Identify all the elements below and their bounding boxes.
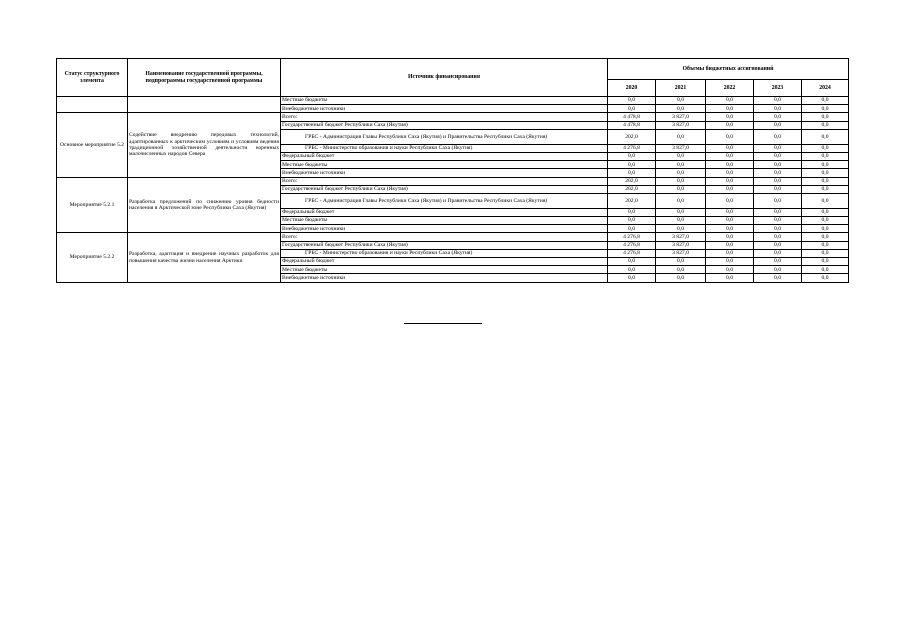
funding-source: Внебюджетные источники [281,105,608,113]
budget-value: 0,0 [656,97,706,105]
budget-value: 0,0 [802,144,849,152]
budget-value: 0,0 [608,266,656,274]
funding-source: Местные бюджеты [281,97,608,105]
budget-value: 0,0 [706,129,754,144]
budget-value: 0,0 [802,97,849,105]
header-year: 2022 [706,80,754,97]
budget-value: 0,0 [706,217,754,225]
budget-value: 0,0 [802,241,849,249]
budget-value: 0,0 [802,121,849,129]
budget-value: 0,0 [608,274,656,282]
budget-value: 3 827,0 [656,249,706,257]
budget-value: 0,0 [754,208,802,216]
budget-value: 0,0 [608,152,656,160]
header-year: 2024 [802,80,849,97]
budget-value: 0,0 [754,233,802,241]
budget-value: 0,0 [656,266,706,274]
table-row [57,97,849,105]
budget-value: 3 827,0 [656,113,706,121]
budget-value: 0,0 [802,258,849,266]
funding-source: Местные бюджеты [281,161,608,169]
budget-value: 0,0 [802,266,849,274]
budget-value: 0,0 [802,185,849,193]
budget-value: 0,0 [706,105,754,113]
program-name: Содействие внедрению передовых технологий, адаптированных к арктическим условиям и условиям ведения традиционной хозяйственной деятельности коренных малочисленных народов Севера [128,113,281,177]
budget-value: 0,0 [802,193,849,208]
budget-value: 0,0 [754,144,802,152]
budget-value: 0,0 [802,113,849,121]
budget-value: 0,0 [656,258,706,266]
budget-value: 0,0 [754,152,802,160]
funding-source: ГРБС - Министерство образования и науки Республики Саха (Якутия) [281,144,608,152]
header-year: 2023 [754,80,802,97]
budget-value: 0,0 [802,161,849,169]
budget-value: 0,0 [608,105,656,113]
funding-source: Всего: [281,177,608,185]
header-year: 2020 [608,80,656,97]
budget-value: 0,0 [754,258,802,266]
budget-value: 0,0 [754,113,802,121]
structural-element-status: Основное мероприятие 5.2 [57,113,128,177]
budget-value: 0,0 [754,177,802,185]
funding-source: Местные бюджеты [281,266,608,274]
budget-value: 4 276,8 [608,144,656,152]
budget-value: 3 827,0 [656,241,706,249]
budget-value: 0,0 [802,274,849,282]
funding-source: Внебюджетные источники [281,274,608,282]
budget-value: 0,0 [656,225,706,233]
program-name: Разработка предложений по снижению уровня бедности населения в Арктической зоне Республики Саха (Якутия) [128,177,281,233]
budget-value: 4 478,8 [608,121,656,129]
budget-value: 3 827,0 [656,233,706,241]
budget-value: 0,0 [802,177,849,185]
budget-allocations-table [56,58,849,283]
budget-value: 0,0 [802,249,849,257]
budget-value: 0,0 [802,169,849,177]
budget-value: 0,0 [802,217,849,225]
budget-value: 0,0 [608,258,656,266]
header-program-name: Наименование государственной программы, подпрограммы государственной программы [128,59,281,97]
budget-value: 0,0 [706,274,754,282]
funding-source: ГРБС - Администрация Главы Республики Саха (Якутия) и Правительства Республики Саха (Якутия) [281,129,608,144]
budget-value: 0,0 [656,185,706,193]
budget-value: 4 478,8 [608,113,656,121]
budget-value: 0,0 [754,266,802,274]
budget-value: 0,0 [754,193,802,208]
structural-element-status: Мероприятие 5.2.1 [57,177,128,233]
funding-source: Федеральный бюджет [281,152,608,160]
budget-value: 0,0 [656,129,706,144]
table-row [57,113,849,121]
budget-value: 3 827,0 [656,121,706,129]
header-funding-source: Источник финансирования [281,59,608,97]
budget-value: 0,0 [706,185,754,193]
budget-value: 202,0 [608,185,656,193]
budget-value: 0,0 [754,241,802,249]
budget-value: 0,0 [706,144,754,152]
budget-value: 0,0 [706,97,754,105]
budget-value: 0,0 [706,258,754,266]
budget-value: 0,0 [754,161,802,169]
budget-value: 0,0 [656,169,706,177]
structural-element-status [57,97,128,113]
budget-value: 202,0 [608,193,656,208]
budget-value: 0,0 [754,225,802,233]
budget-value: 0,0 [706,113,754,121]
budget-value: 0,0 [608,225,656,233]
table-row [57,177,849,185]
structural-element-status: Мероприятие 5.2.2 [57,233,128,282]
budget-value: 0,0 [608,208,656,216]
budget-value: 0,0 [608,169,656,177]
budget-value: 0,0 [802,233,849,241]
budget-value: 0,0 [754,169,802,177]
budget-value: 0,0 [754,129,802,144]
budget-value: 0,0 [656,208,706,216]
funding-source: Местные бюджеты [281,217,608,225]
budget-value: 0,0 [706,225,754,233]
budget-value: 0,0 [656,152,706,160]
funding-source: Всего: [281,233,608,241]
budget-value: 0,0 [656,161,706,169]
budget-value: 0,0 [754,105,802,113]
budget-value: 0,0 [706,161,754,169]
budget-value: 0,0 [754,121,802,129]
budget-value: 4 276,8 [608,233,656,241]
budget-value: 0,0 [706,121,754,129]
budget-value: 0,0 [802,208,849,216]
funding-source: Всего: [281,113,608,121]
budget-value: 0,0 [656,177,706,185]
budget-value: 0,0 [754,217,802,225]
funding-source: Внебюджетные источники [281,169,608,177]
budget-value: 0,0 [754,274,802,282]
budget-value: 0,0 [802,105,849,113]
budget-value: 0,0 [802,225,849,233]
table-body [57,97,849,283]
budget-value: 0,0 [706,152,754,160]
funding-source: Государственный бюджет Республики Саха (Якутия) [281,185,608,193]
header-status: Статус структурного элемента [57,59,128,97]
funding-source: ГРБС - Министерство образования и науки Республики Саха (Якутия) [281,249,608,257]
funding-source: Государственный бюджет Республики Саха (Якутия) [281,241,608,249]
budget-value: 202,0 [608,129,656,144]
budget-value: 0,0 [754,249,802,257]
budget-value: 0,0 [608,97,656,105]
budget-value: 0,0 [802,152,849,160]
budget-value: 0,0 [608,161,656,169]
funding-source: Федеральный бюджет [281,258,608,266]
budget-value: 0,0 [656,274,706,282]
budget-value: 0,0 [754,97,802,105]
budget-value: 0,0 [706,249,754,257]
budget-value: 202,0 [608,177,656,185]
funding-source: Федеральный бюджет [281,208,608,216]
budget-value: 4 276,8 [608,249,656,257]
budget-value: 0,0 [706,208,754,216]
budget-value: 0,0 [656,217,706,225]
budget-value: 4 276,8 [608,241,656,249]
budget-value: 0,0 [802,129,849,144]
budget-value: 0,0 [706,193,754,208]
header-budget-volumes: Объемы бюджетных ассигнований [608,59,849,80]
table-header-row [57,59,849,80]
budget-value: 3 827,0 [656,144,706,152]
budget-value: 0,0 [656,193,706,208]
budget-value: 0,0 [706,266,754,274]
funding-source: ГРБС - Администрация Главы Республики Саха (Якутия) и Правительства Республики Саха (Якутия) [281,193,608,208]
budget-value: 0,0 [656,105,706,113]
budget-value: 0,0 [706,169,754,177]
header-year: 2021 [656,80,706,97]
budget-value: 0,0 [608,217,656,225]
table-row [57,233,849,241]
program-name: Разработка, адаптация и внедрение научных разработок для повышения качества жизни населения Арктики [128,233,281,282]
budget-value: 0,0 [754,185,802,193]
program-name [128,97,281,113]
funding-source: Внебюджетные источники [281,225,608,233]
budget-value: 0,0 [706,233,754,241]
footnote-separator-line [404,323,482,324]
funding-source: Государственный бюджет Республики Саха (Якутия) [281,121,608,129]
budget-value: 0,0 [706,241,754,249]
budget-value: 0,0 [706,177,754,185]
